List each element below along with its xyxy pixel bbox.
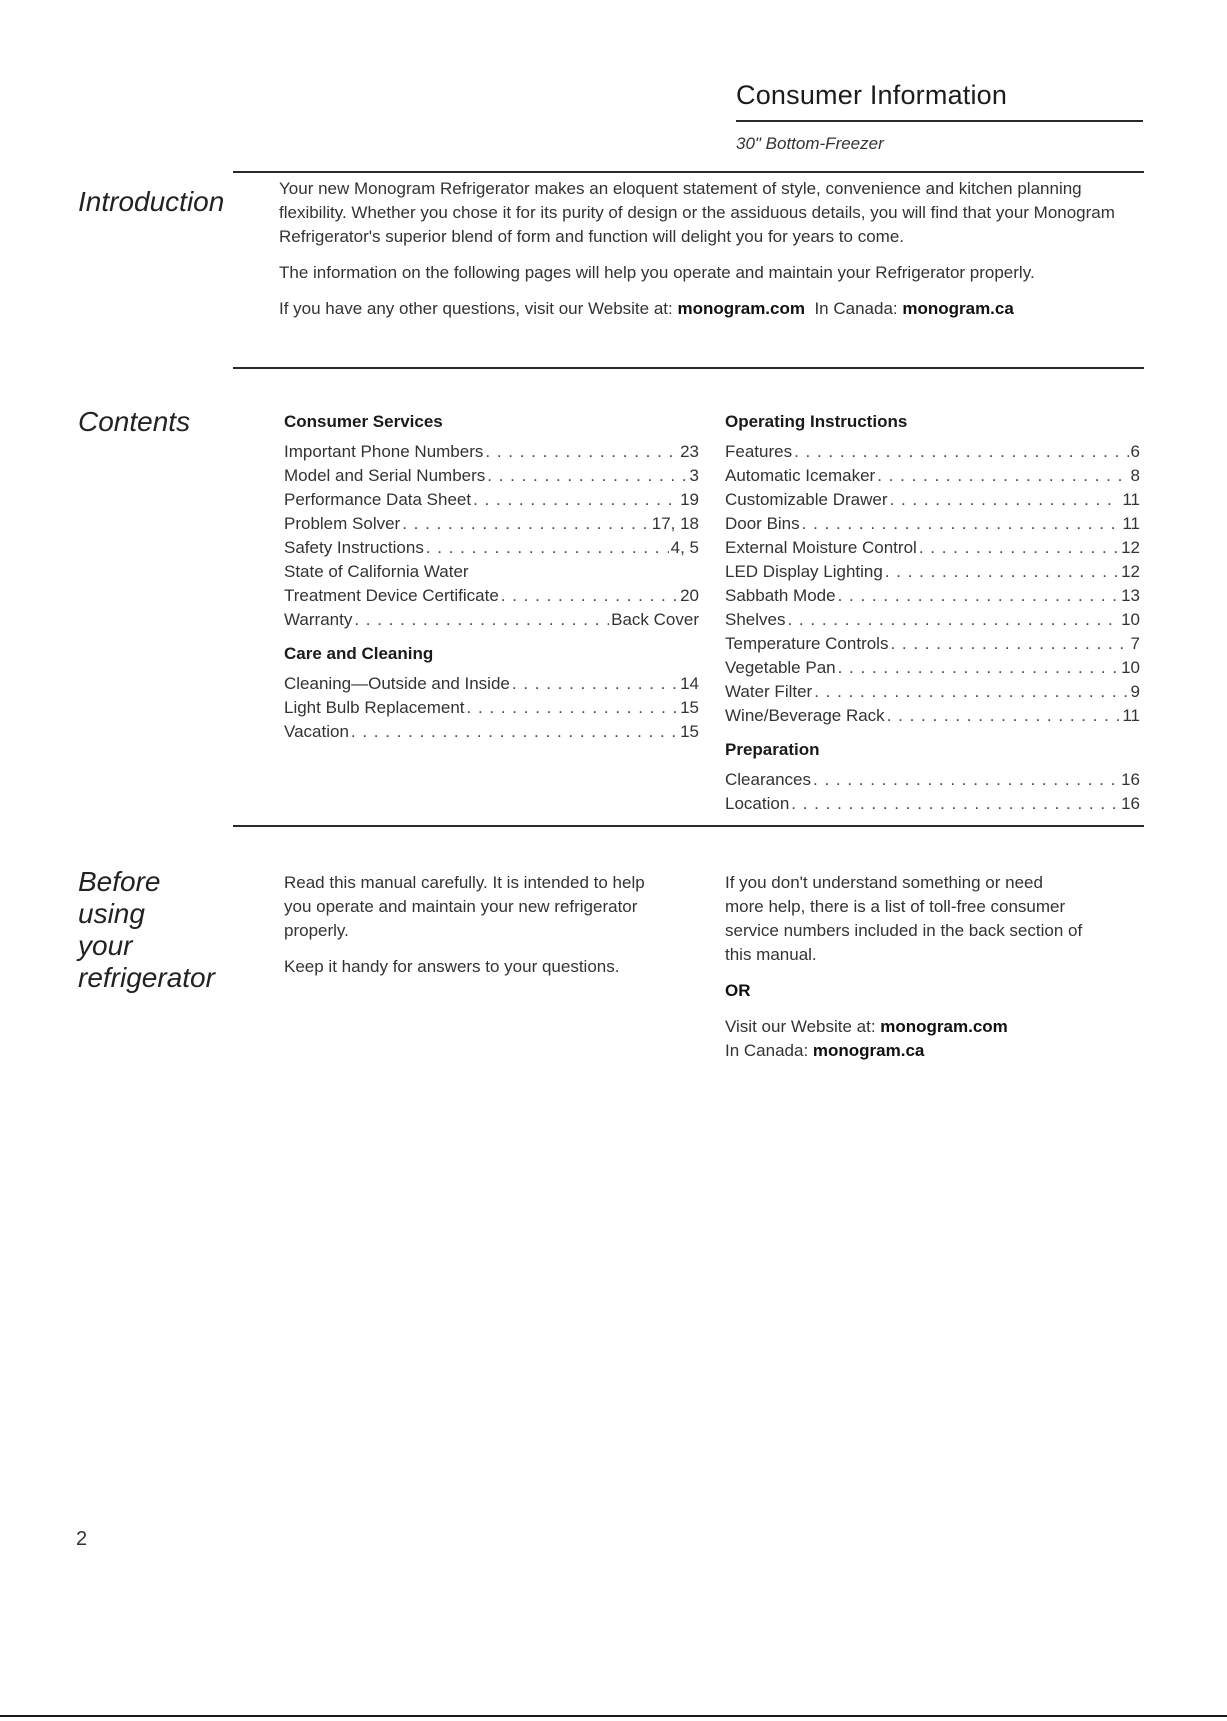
toc-entry[interactable]	[284, 488, 699, 512]
leader-dots	[787, 608, 1119, 632]
toc-entry-title: Water Filter	[725, 682, 813, 701]
toc-entry-title: Automatic Icemaker	[725, 466, 876, 485]
page-number: 2	[76, 1528, 88, 1550]
introduction-heading: Introduction	[78, 186, 225, 217]
toc-entry-title: Problem Solver	[284, 514, 401, 533]
toc-entry[interactable]	[725, 656, 1140, 680]
leader-dots	[487, 464, 687, 488]
toc-entry-page: 3	[689, 466, 699, 485]
toc-entry-page: 7	[1130, 634, 1140, 653]
toc-entry-page: 4, 5	[670, 538, 699, 557]
toc-entry-page: 16	[1121, 794, 1140, 813]
introduction-paragraph: The information on the following pages will help you operate and maintain your Refrigerator properly.	[279, 263, 1035, 282]
toc-entry-title: Warranty	[284, 610, 353, 629]
header-divider	[736, 120, 1143, 122]
leader-dots	[814, 680, 1128, 704]
before-using-paragraph: Keep it handy for answers to your questions.	[284, 957, 620, 976]
toc-section-heading: Care and Cleaning	[284, 644, 434, 663]
website-link-canada[interactable]: monogram.ca	[812, 1041, 925, 1060]
toc-entry[interactable]	[725, 768, 1140, 792]
leader-dots	[885, 560, 1119, 584]
website-prefix: If you have any other questions, visit our Website at:	[279, 299, 678, 318]
toc-entry-title: Performance Data Sheet	[284, 490, 472, 509]
toc-entry-title: Vegetable Pan	[725, 658, 836, 677]
leader-dots	[512, 672, 678, 696]
toc-entry[interactable]	[725, 792, 1140, 816]
toc-entry[interactable]	[725, 536, 1140, 560]
toc-entry-page: 13	[1121, 586, 1140, 605]
leader-dots	[794, 440, 1128, 464]
toc-entry-page: 20	[680, 586, 699, 605]
heading-line: using	[78, 898, 145, 929]
toc-entry[interactable]	[284, 536, 699, 560]
heading-line: refrigerator	[78, 962, 215, 993]
toc-entry[interactable]	[725, 584, 1140, 608]
leader-dots	[402, 512, 650, 536]
before-using-right-column	[725, 871, 1085, 1063]
toc-entry[interactable]	[725, 680, 1140, 704]
toc-entry[interactable]	[725, 560, 1140, 584]
website-line	[725, 1015, 1085, 1039]
leader-dots	[473, 488, 678, 512]
introduction-website-line	[279, 297, 1149, 321]
toc-entry-page: Back Cover	[611, 610, 699, 629]
toc-entry-page: 16	[1121, 770, 1140, 789]
leader-dots	[791, 792, 1119, 816]
toc-entry-page: 23	[680, 442, 699, 461]
toc-entry-page: 11	[1122, 706, 1140, 725]
toc-entry-title: Cleaning—Outside and Inside	[284, 674, 510, 693]
section-divider-contents	[233, 367, 1144, 369]
toc-entry-page: 11	[1122, 490, 1140, 509]
toc-entry[interactable]	[725, 704, 1140, 728]
toc-entry-page: 6	[1130, 442, 1140, 461]
website-link-canada[interactable]: monogram.ca	[902, 299, 1014, 318]
page-subtitle: 30" Bottom-Freezer	[736, 134, 884, 153]
leader-dots	[919, 536, 1119, 560]
toc-entry[interactable]	[284, 440, 699, 464]
toc-entry-title: Important Phone Numbers	[284, 442, 484, 461]
toc-entry-page: 15	[680, 698, 699, 717]
toc-entry[interactable]	[284, 672, 699, 696]
toc-entry-title: External Moisture Control	[725, 538, 917, 557]
toc-entry[interactable]	[284, 696, 699, 720]
toc-entry-title: Sabbath Mode	[725, 586, 836, 605]
toc-entry[interactable]	[725, 608, 1140, 632]
heading-line: Before	[78, 866, 161, 897]
toc-entry[interactable]	[725, 632, 1140, 656]
leader-dots	[467, 696, 679, 720]
leader-dots	[802, 512, 1121, 536]
leader-dots	[813, 768, 1119, 792]
before-using-heading	[78, 866, 215, 994]
canada-prefix: In Canada:	[725, 1041, 813, 1060]
leader-dots	[890, 488, 1121, 512]
toc-entry[interactable]	[725, 464, 1140, 488]
toc-entry-page: 11	[1122, 514, 1140, 533]
toc-entry-title: Features	[725, 442, 793, 461]
website-prefix: Visit our Website at:	[725, 1017, 881, 1036]
toc-entry-page: 10	[1121, 658, 1140, 677]
toc-entry-title: Door Bins	[725, 514, 800, 533]
toc-section-heading: Operating Instructions	[725, 412, 908, 431]
heading-line: your	[78, 930, 133, 961]
toc-entry-title: LED Display Lighting	[725, 562, 883, 581]
introduction-paragraph: Your new Monogram Refrigerator makes an eloquent statement of style, convenience and kitchen planning flexibility. Whether you chose it for its purity of design or the assiduous details, you will find that your Monogram Refrigerator's superior blend of form and function will delight you for years to come.	[279, 179, 1115, 246]
toc-entry-page: 12	[1121, 562, 1140, 581]
before-using-left-column	[284, 871, 664, 991]
toc-entry[interactable]	[284, 464, 699, 488]
before-using-paragraph: Read this manual carefully. It is intended to help you operate and maintain your new refrigerator properly.	[284, 873, 645, 940]
toc-entry-title: Treatment Device Certificate	[284, 586, 499, 605]
toc-entry[interactable]	[284, 720, 699, 744]
toc-entry-title: Location	[725, 794, 790, 813]
canada-website-line	[725, 1039, 1085, 1063]
leader-dots	[501, 584, 678, 608]
toc-entry-title: Shelves	[725, 610, 786, 629]
toc-entry-title: Model and Serial Numbers	[284, 466, 486, 485]
contents-left-column	[284, 410, 699, 744]
toc-entry[interactable]	[725, 440, 1140, 464]
leader-dots	[354, 608, 609, 632]
leader-dots	[838, 656, 1119, 680]
introduction-body	[279, 177, 1149, 333]
leader-dots	[877, 464, 1128, 488]
toc-entry-title: Light Bulb Replacement	[284, 698, 465, 717]
toc-entry[interactable]	[284, 608, 699, 632]
leader-dots	[351, 720, 678, 744]
toc-entry-title: Temperature Controls	[725, 634, 889, 653]
leader-dots	[890, 632, 1128, 656]
bottom-edge-line	[0, 1715, 1227, 1717]
toc-entry-page: 15	[680, 722, 699, 741]
toc-entry-page: 17, 18	[651, 514, 699, 533]
leader-dots	[485, 440, 678, 464]
toc-section-heading: Consumer Services	[284, 412, 443, 431]
toc-entry-page: 10	[1121, 610, 1140, 629]
toc-entry-title: Safety Instructions	[284, 538, 424, 557]
section-divider-before-using	[233, 825, 1144, 827]
toc-entry[interactable]	[284, 584, 699, 608]
toc-entry-page: 19	[680, 490, 699, 509]
toc-entry-title: Customizable Drawer	[725, 490, 888, 509]
leader-dots	[838, 584, 1119, 608]
toc-entry-page: 8	[1130, 466, 1140, 485]
toc-entry[interactable]	[725, 512, 1140, 536]
toc-section-heading: Preparation	[725, 740, 820, 759]
leader-dots	[887, 704, 1121, 728]
page-title: Consumer Information	[736, 80, 1008, 110]
toc-entry-page: 12	[1121, 538, 1140, 557]
contents-right-column	[725, 410, 1140, 816]
contents-heading: Contents	[78, 406, 191, 437]
toc-entry-title: Clearances	[725, 770, 811, 789]
canada-prefix: In Canada:	[805, 299, 903, 318]
section-divider-introduction	[233, 171, 1144, 173]
toc-entry-title: Wine/Beverage Rack	[725, 706, 885, 725]
leader-dots	[426, 536, 669, 560]
toc-entry[interactable]	[725, 488, 1140, 512]
or-label: OR	[725, 981, 751, 1000]
website-link-us[interactable]: monogram.com	[677, 299, 805, 318]
toc-entry-page: 14	[680, 674, 699, 693]
toc-entry[interactable]	[284, 512, 699, 536]
toc-entry-title: Vacation	[284, 722, 349, 741]
website-link-us[interactable]: monogram.com	[880, 1017, 1008, 1036]
toc-entry-title-line[interactable]: State of California Water	[284, 562, 469, 581]
before-using-paragraph: If you don't understand something or need more help, there is a list of toll-free consumer service numbers included in the back section of this manual.	[725, 873, 1083, 964]
toc-entry-page: 9	[1130, 682, 1140, 701]
